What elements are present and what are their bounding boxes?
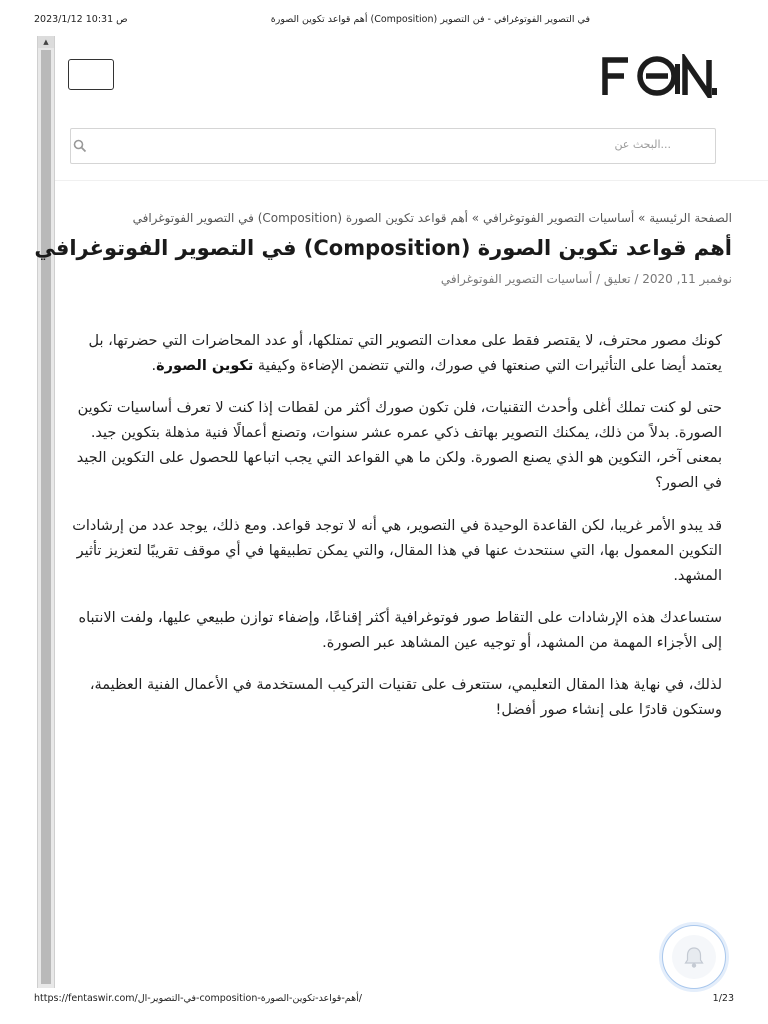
breadcrumb-home-link[interactable]: الصفحة الرئيسية	[649, 211, 732, 225]
print-url: https://fentaswir.com/في-التصوير-ال-composition-أهم-قواعد-تكوين-الصورة/	[34, 993, 362, 1004]
breadcrumb	[52, 211, 732, 225]
article-category-link[interactable]: أساسيات التصوير الفوتوغرافي	[440, 272, 593, 286]
meta-separator: /	[630, 272, 643, 286]
breadcrumb-separator: »	[467, 211, 483, 225]
bell-icon-container	[672, 935, 716, 979]
search-icon[interactable]	[73, 139, 87, 153]
breadcrumb-category-link[interactable]: أساسيات التصوير الفوتوغرافي	[482, 211, 635, 225]
article-paragraph-5: لذلك، في نهاية هذا المقال التعليمي، ستتعرف على تقنيات التركيب المستخدمة في الأعمال الفنية العظيمة، وستكون قادرًا على إنشاء صور أفضل!	[89, 677, 722, 718]
scrollbar-thumb[interactable]	[41, 50, 51, 984]
breadcrumb-current: أهم قواعد تكوين الصورة (Composition) في التصوير الفوتوغرافي	[132, 211, 468, 225]
article-date: نوفمبر 11, 2020	[642, 272, 732, 286]
paragraph-1-bold-term: تكوين الصورة	[156, 358, 254, 374]
search-placeholder: البحث عن...	[614, 138, 671, 151]
article-title: أهم قواعد تكوين الصورة (Composition) في التصوير الفوتوغرافي	[34, 236, 732, 260]
print-page-title: في التصوير الفوتوغرافي - فن التصوير (Composition) أهم قواعد تكوين الصورة	[270, 14, 590, 25]
breadcrumb-separator: »	[634, 211, 650, 225]
print-header	[34, 14, 590, 25]
article-paragraph-2: حتى لو كنت تملك أغلى وأحدث التقنيات، فلن تكون صورك أكثر من لقطات إذا كنت لا تعرف أساسيات تكوين الصورة. بدلاً من ذلك، يمكنك التصوير بهاتف ذكي عمره عشر سنوات، وتصنع أعمالًا فنية مذهلة بتكوين جيد. بمعنى آخر، التكوين هو الذي يصنع الصورة. ولكن ما هي القواعد التي يجب اتباعها للحصول على التكوين الجيد في الصور؟	[76, 400, 722, 491]
menu-toggle-button[interactable]	[68, 59, 114, 90]
print-page-indicator: 1/23	[712, 993, 734, 1004]
notification-bell-button[interactable]	[662, 925, 726, 989]
paragraph-1-text: كونك مصور محترف، لا يقتصر فقط على معدات التصوير التي تمتلكها، أو عدد المحاضرات التي حضرتها، بل يعتمد أيضا على التأثيرات التي صنعتها في صورك، والتي تتضمن الإضاءة وكيفية	[88, 333, 722, 374]
bell-icon	[683, 945, 705, 969]
article-meta	[52, 272, 732, 286]
print-datetime: 2023/1/12 10:31 ص	[34, 14, 128, 25]
scroll-up-arrow-icon[interactable]: ▲	[38, 36, 54, 48]
article-paragraph-3: قد يبدو الأمر غريبا، لكن القاعدة الوحيدة في التصوير، هي أنه لا توجد قواعد. ومع ذلك، يوجد عدد من إرشادات التكوين المعمول بها، التي سنتحدث عنها في هذا المقال، والتي يمكن تطبيقها في أي موقف تقريبًا لتعزيز تأثير المشهد.	[72, 518, 722, 584]
paragraph-1-end: .	[151, 358, 157, 374]
article-comments-link[interactable]: تعليق	[603, 272, 631, 286]
search-box[interactable]	[70, 128, 716, 164]
article-paragraph-1	[62, 329, 722, 379]
scrollbar[interactable]	[37, 36, 55, 988]
header-divider	[55, 180, 768, 181]
meta-separator: /	[592, 272, 604, 286]
logo-mark	[600, 54, 720, 98]
site-logo[interactable]	[600, 54, 720, 98]
article-paragraph-4: ستساعدك هذه الإرشادات على التقاط صور فوتوغرافية أكثر إقناعًا، وإضفاء توازن طبيعي عليها، ولفت الانتباه إلى الأجزاء المهمة من المشهد، أو توجيه عين المشاهد عبر الصورة.	[78, 610, 722, 651]
print-footer	[34, 993, 734, 1004]
